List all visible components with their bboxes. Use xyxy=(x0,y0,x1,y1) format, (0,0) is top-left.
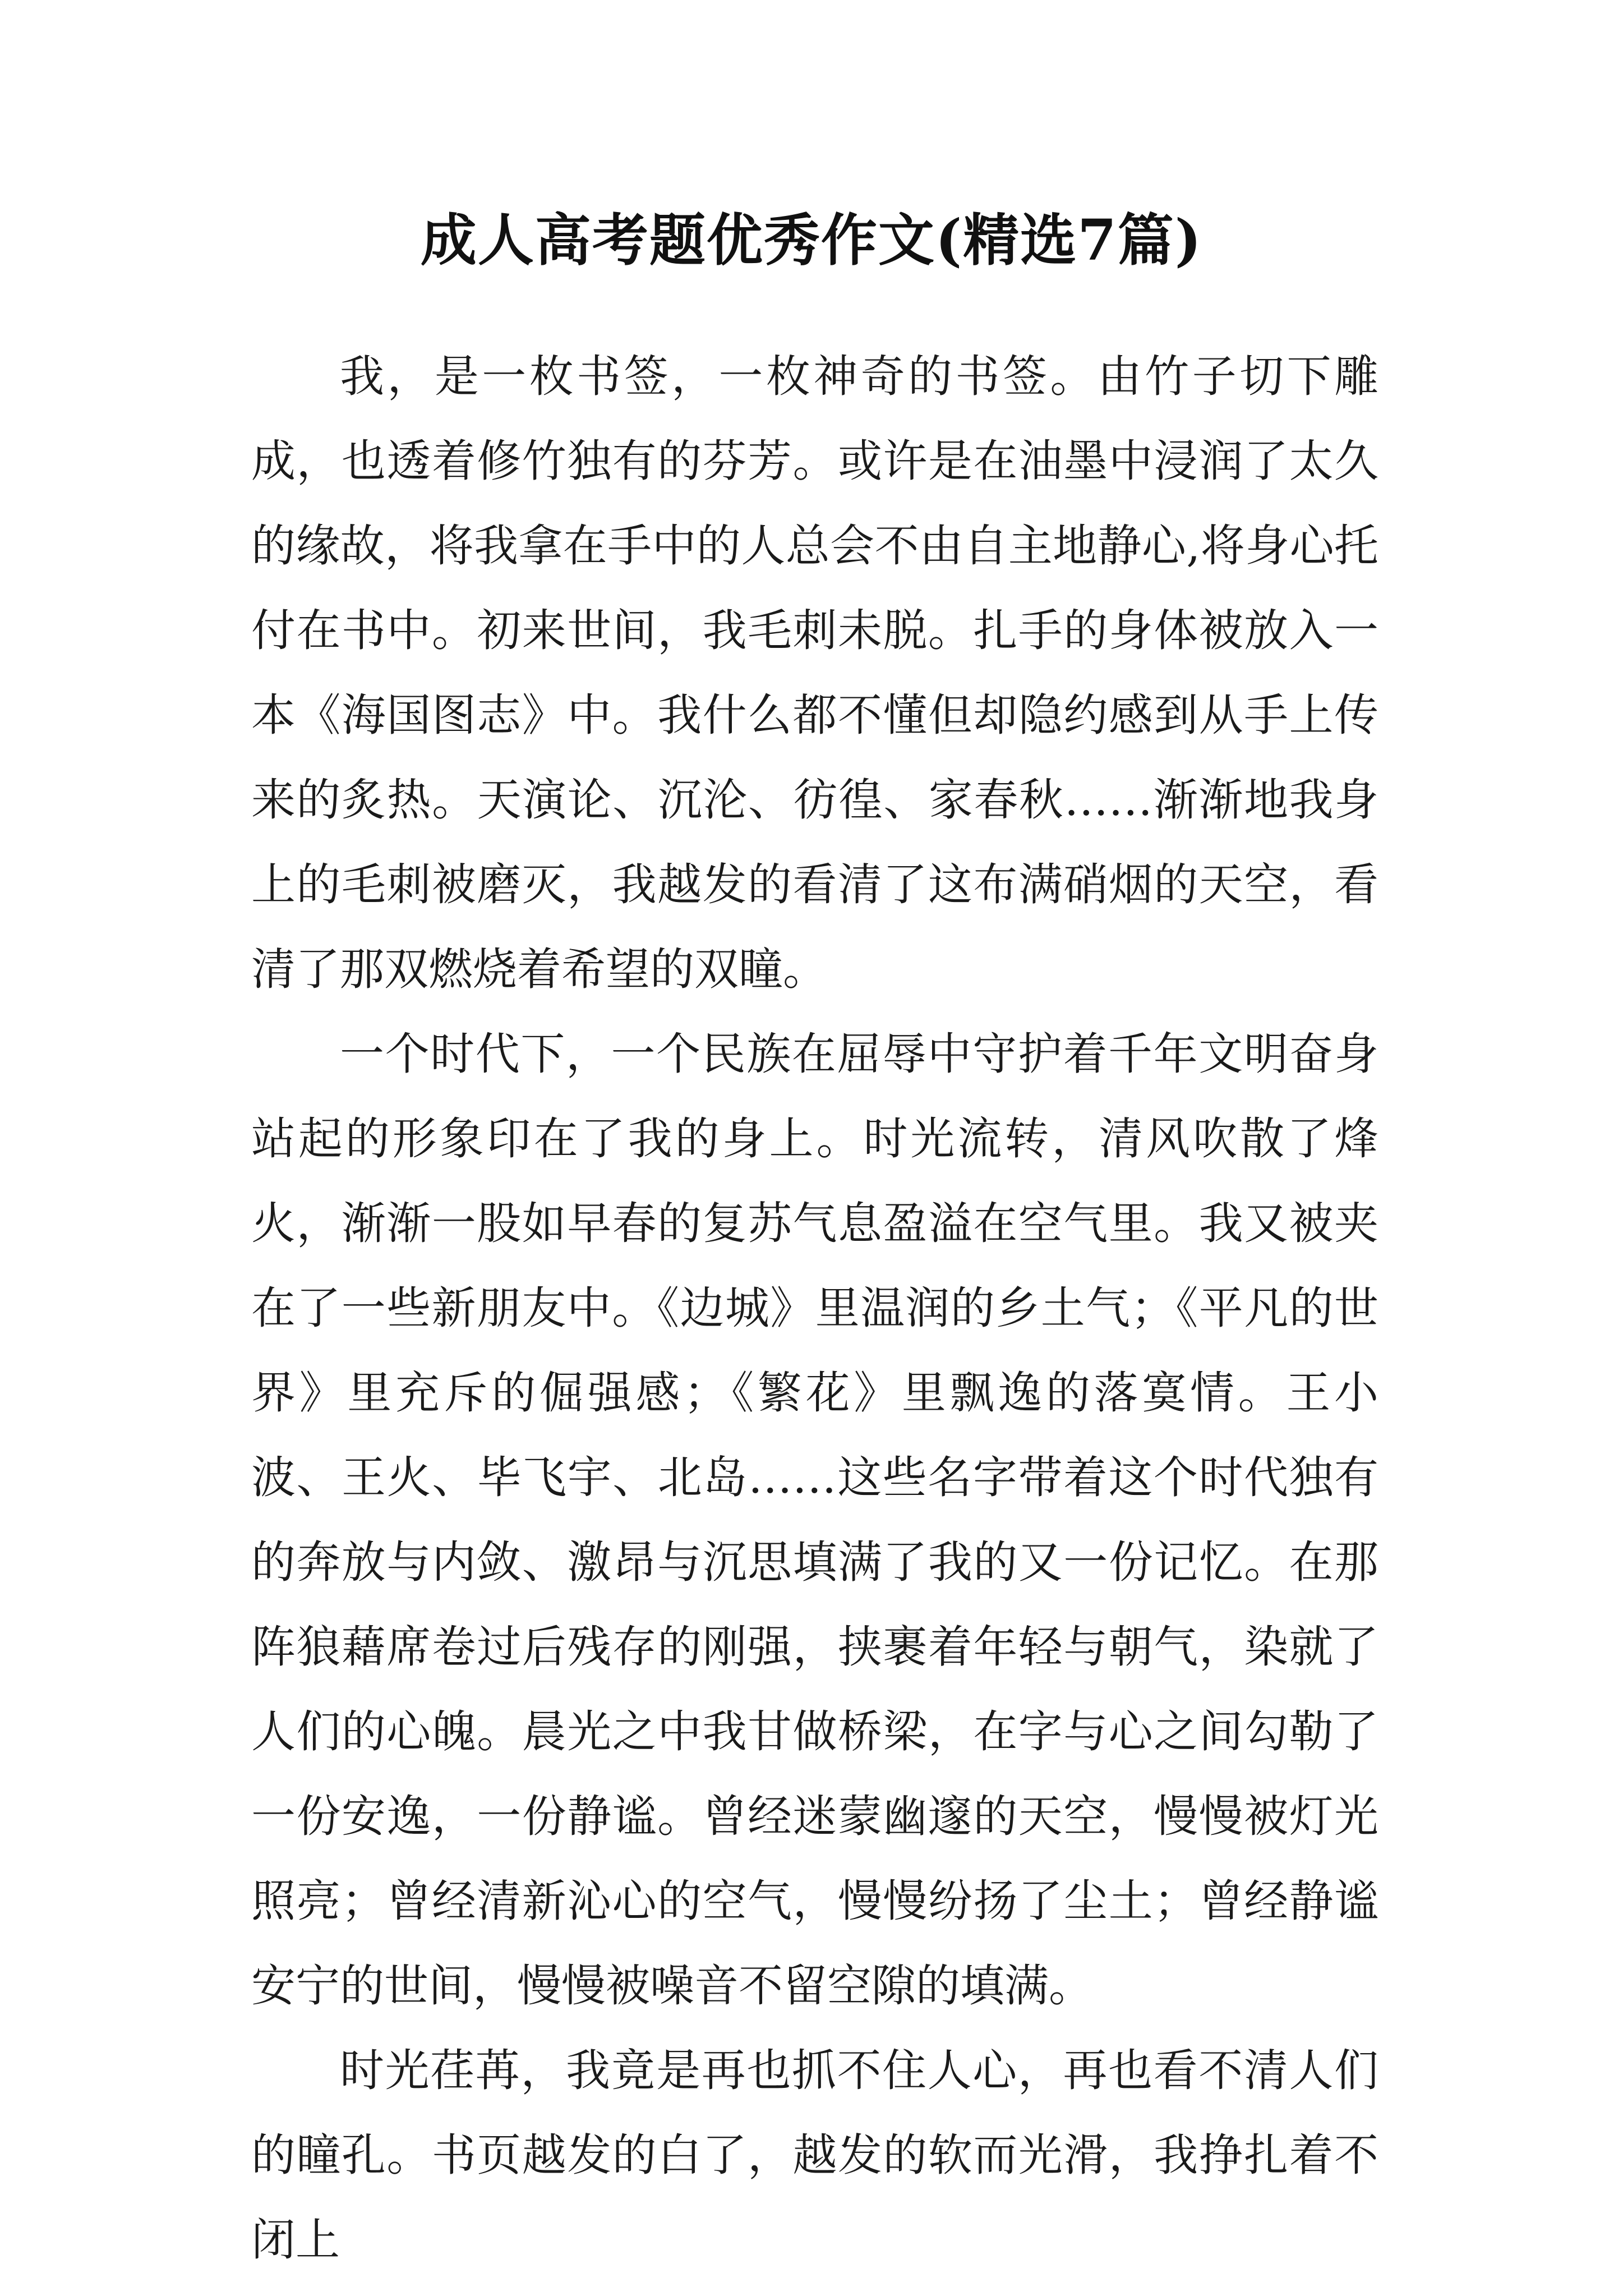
paragraph-1: 我，是一枚书签，一枚神奇的书签。由竹子切下雕成，也透着修竹独有的芬芳。或许是在油墨中浸润了太久的缘故，将我拿在手中的人总会不由自主地静心,将身心托付在书中。初来世间，我毛刺未脱。扎手的身体被放入一本《海国图志》中。我什么都不懂但却隐约感到从手上传来的炙热。天演论、沉沦、彷徨、家春秋……渐渐地我身上的毛刺被磨灭，我越发的看清了这布满硝烟的天空，看清了那双燃烧着希望的双瞳。 xyxy=(251,351,1378,995)
document-title: 成人高考题优秀作文(精选7篇) xyxy=(420,207,1203,273)
paragraph-2: 一个时代下，一个民族在屈辱中守护着千年文明奋身站起的形象印在了我的身上。时光流转，清风吹散了烽火，渐渐一股如早春的复苏气息盈溢在空气里。我又被夹在了一些新朋友中。《边城》里温润的乡土气；《平凡的世界》里充斥的倔强感；《繁花》里飘逸的落寞情。王小波、王火、毕飞宇、北岛……这些名字带着这个时代独有的奔放与内敛、激昂与沉思填满了我的又一份记忆。在那阵狼藉席卷过后残存的刚强，挟裹着年轻与朝气，染就了人们的心魄。晨光之中我甘做桥梁，在字与心之间勾勒了一份安逸，一份静谧。曾经迷蒙幽邃的天空，慢慢被灯光照亮；曾经清新沁心的空气，慢慢纷扬了尘土；曾经静谧安宁的世间，慢慢被噪音不留空隙的填满。 xyxy=(251,1028,1378,2012)
essay-body xyxy=(251,334,1378,2283)
paragraph-3: 时光荏苒，我竟是再也抓不住人心，再也看不清人们的瞳孔。书页越发的白了，越发的软而光滑，我挣扎着不闭上 xyxy=(251,2045,1378,2266)
